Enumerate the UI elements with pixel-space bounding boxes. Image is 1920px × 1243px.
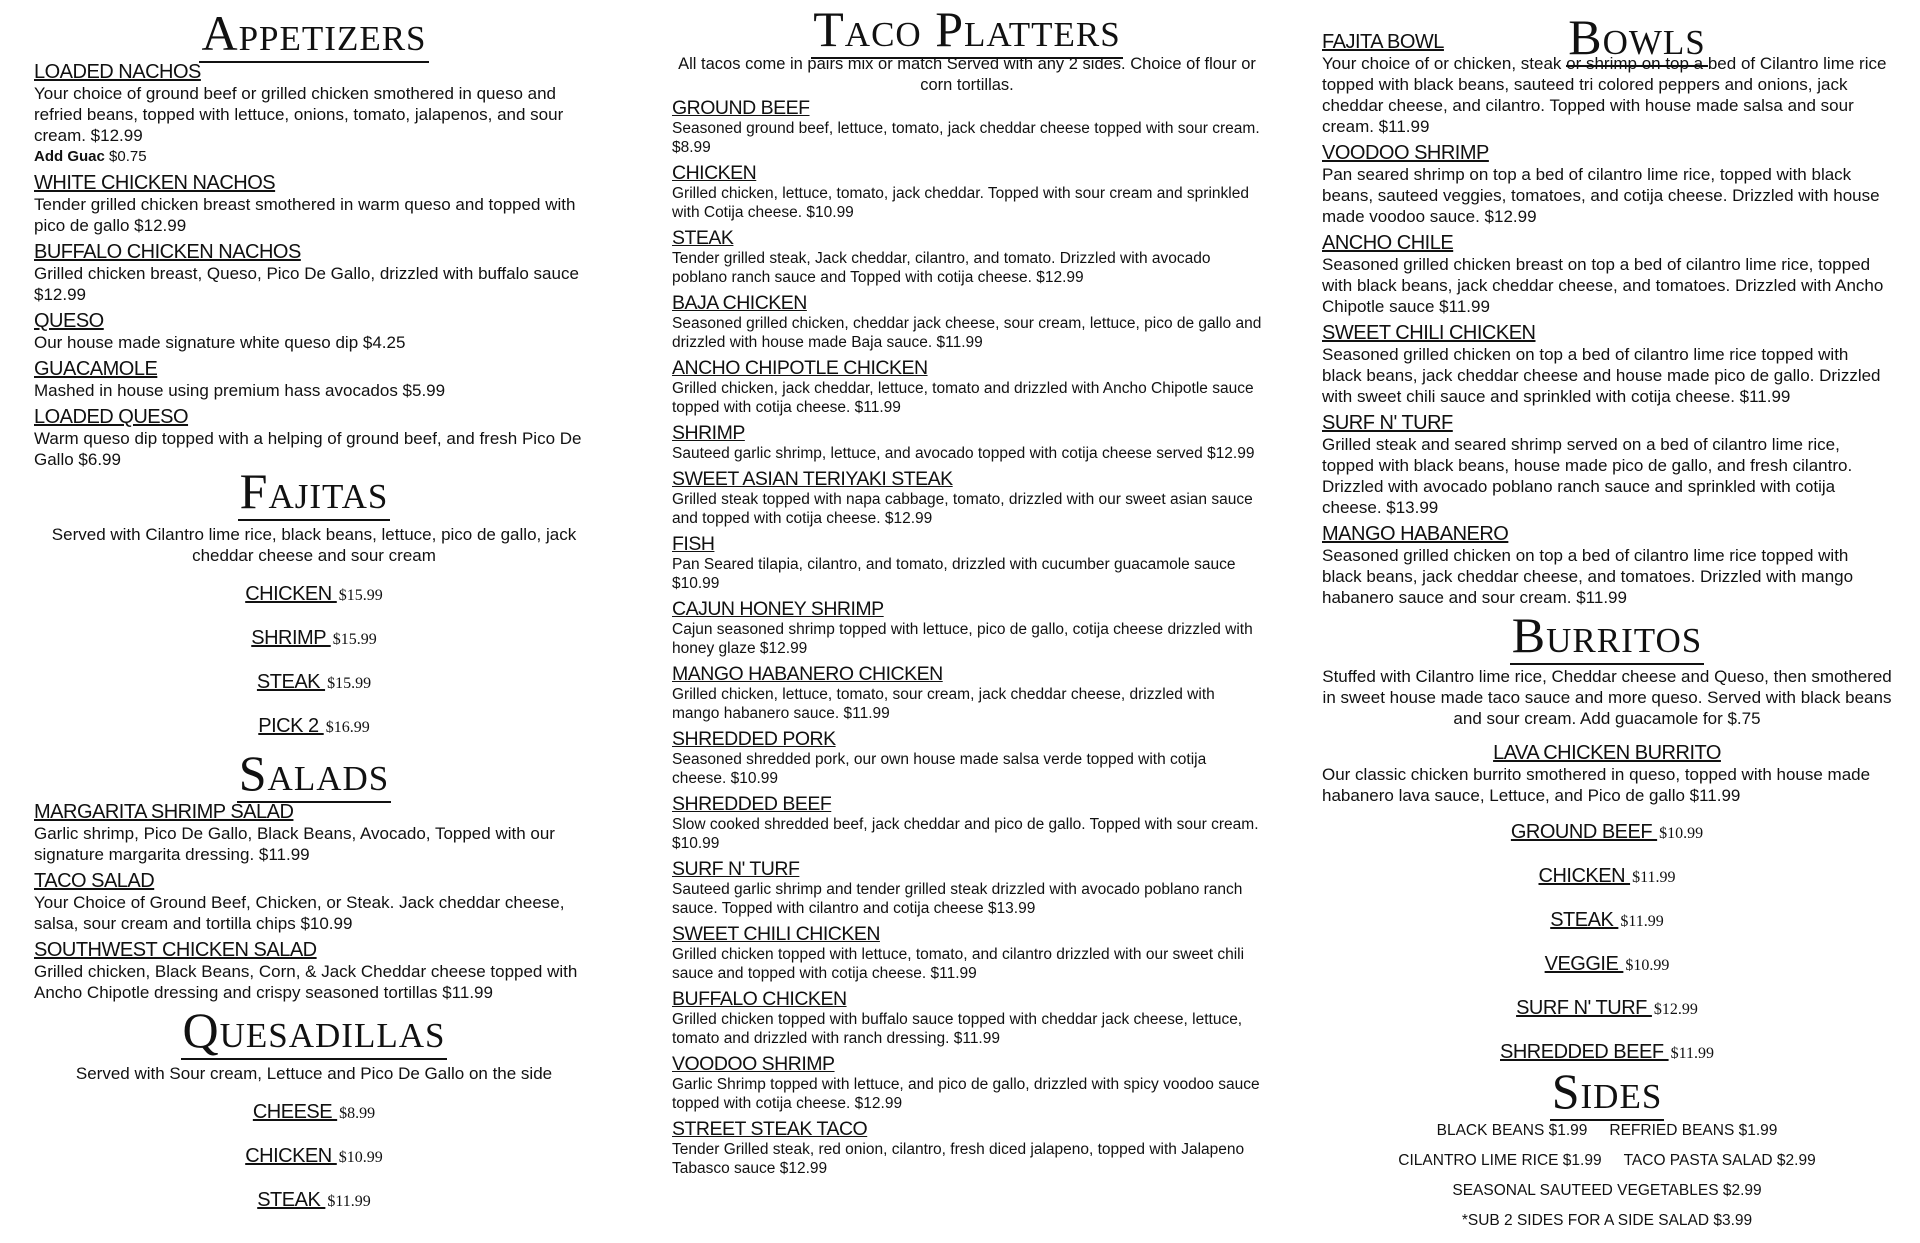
appetizers-list [34, 62, 594, 470]
menu-item [34, 359, 594, 401]
menu-item [672, 358, 1262, 417]
menu-item-name: SURF N' TURF [1322, 412, 1453, 434]
fajitas-list [34, 572, 594, 748]
side-item: SEASONAL SAUTEED VEGETABLES $2.99 [1452, 1182, 1762, 1199]
menu-option-price: $8.99 [339, 1105, 376, 1122]
bowls-title: Bowls [1568, 9, 1706, 65]
burritos-intro: Stuffed with Cilantro lime rice, Cheddar cheese and Queso, then smothered in sweet house made taco sauce and more queso. Served with black beans and sour cream. Add guacamole for $.75 [1322, 667, 1892, 728]
menu-option-name: CHEESE [252, 1101, 338, 1123]
menu-item [1322, 413, 1892, 518]
menu-item-name: SWEET CHILI CHICKEN [672, 923, 880, 945]
menu-item-desc: Seasoned shredded pork, our own house made salsa verde topped with cotija cheese. $10.99 [672, 751, 1207, 787]
salads-list [34, 802, 594, 1003]
menu-item [34, 62, 594, 167]
menu-item-name: BUFFALO CHICKEN NACHOS [34, 241, 301, 263]
menu-item-name: LOADED QUESO [34, 406, 189, 428]
menu-item-name: CAJUN HONEY SHRIMP [672, 598, 884, 620]
menu-option-price: $16.99 [325, 719, 370, 736]
quesadillas-title: Quesadillas [182, 1002, 446, 1058]
menu-item-desc: Grilled chicken, Black Beans, Corn, & Jack Cheddar cheese topped with Ancho Chipotle dressing and crispy seasoned tortillas $11.99 [34, 962, 578, 1002]
menu-item-name: ANCHO CHIPOTLE CHICKEN [672, 357, 928, 379]
menu-item-desc: Your choice of or chicken, steak or shrimp on top a bed of Cilantro lime rice topped with black beans, sauteed tri colored peppers and onions, jack cheddar cheese, and cilantro. Topped with house made salsa and sour cream. $11.99 [1322, 54, 1887, 136]
menu-item-name: SWEET ASIAN TERIYAKI STEAK [672, 468, 953, 490]
menu-item [672, 1119, 1262, 1178]
menu-option-name: SURF N' TURF [1516, 997, 1652, 1019]
menu-option-name: CHICKEN [245, 1145, 337, 1167]
menu-item [672, 293, 1262, 352]
menu-item-desc: Cajun seasoned shrimp topped with lettuce, pico de gallo, cotija cheese drizzled with honey glaze $12.99 [672, 621, 1253, 657]
menu-item-name: CHICKEN [672, 162, 757, 184]
addon-price: $0.75 [109, 148, 147, 165]
fajitas-intro: Served with Cilantro lime rice, black beans, lettuce, pico de gallo, jack cheddar cheese and sour cream [51, 525, 577, 565]
menu-item [1322, 233, 1892, 317]
side-item: TACO PASTA SALAD $2.99 [1623, 1152, 1816, 1169]
side-item: REFRIED BEANS $1.99 [1609, 1122, 1778, 1139]
menu-option [34, 660, 594, 704]
menu-item [34, 242, 594, 305]
menu-option [1322, 854, 1892, 898]
menu-option-price: $10.99 [338, 1149, 383, 1166]
menu-item-desc: Grilled chicken, jack cheddar, lettuce, tomato and drizzled with Ancho Chipotle sauce topped with cotija cheese. $11.99 [672, 380, 1254, 416]
menu-item-name: MANGO HABANERO [1322, 523, 1509, 545]
menu-item [672, 599, 1262, 658]
menu-option-name: CHICKEN [245, 583, 337, 605]
menu-option [34, 1090, 594, 1134]
menu-item [672, 228, 1262, 287]
menu-item-desc: Grilled chicken, lettuce, tomato, sour cream, jack cheddar cheese, drizzled with mango habanero sauce. $11.99 [672, 686, 1215, 722]
menu-item-desc: Grilled steak topped with napa cabbage, tomato, drizzled with our sweet asian sauce and topped with cotija cheese. $12.99 [672, 491, 1253, 527]
menu-option-name: GROUND BEEF [1510, 821, 1658, 843]
menu-item-name: WHITE CHICKEN NACHOS [34, 172, 276, 194]
menu-item-desc: Your Choice of Ground Beef, Chicken, or Steak. Jack cheddar cheese, salsa, sour cream and tortilla chips $10.99 [34, 893, 565, 933]
menu-option [34, 572, 594, 616]
menu-item-addon [34, 146, 594, 167]
menu-option-price: $11.99 [327, 1193, 371, 1210]
bowls-list [1322, 32, 1892, 608]
menu-item [672, 989, 1262, 1048]
menu-item-name: STEAK [672, 227, 734, 249]
menu-option-name: SHREDDED BEEF [1500, 1041, 1669, 1063]
menu-item-desc: Sauteed garlic shrimp and tender grilled steak drizzled with avocado poblano ranch sauce. Topped with cilantro and cotija cheese $13.99 [672, 881, 1243, 917]
menu-item-desc: Slow cooked shredded beef, jack cheddar and pico de gallo. Topped with sour cream. $10.99 [672, 816, 1259, 852]
menu-item-desc: Warm queso dip topped with a helping of ground beef, and fresh Pico De Gallo $6.99 [34, 429, 582, 469]
salads-title: Salads [238, 745, 390, 801]
column-right [1322, 0, 1892, 1236]
taco-platters-list [672, 98, 1262, 1178]
menu-item-name: QUESO [34, 310, 104, 332]
menu-item-desc: Seasoned grilled chicken, cheddar jack cheese, sour cream, lettuce, pico de gallo and drizzled with house made Baja sauce. $11.99 [672, 315, 1262, 351]
menu-option-price: $10.99 [1659, 825, 1704, 842]
taco-platters-intro: All tacos come in pairs mix or match Served with any 2 sides. Choice of flour or corn tortillas. [678, 55, 1256, 94]
menu-option-price: $15.99 [332, 631, 377, 648]
menu-item-name: MANGO HABANERO CHICKEN [672, 663, 943, 685]
menu-item-name: SHRIMP [672, 422, 745, 444]
sides-list [1322, 1116, 1892, 1236]
menu-item-name: BAJA CHICKEN [672, 292, 807, 314]
menu-item-desc: Grilled chicken topped with buffalo sauce topped with cheddar jack cheese, lettuce, tomato and drizzled with ranch dressing. $11.99 [672, 1011, 1243, 1047]
menu-option-price: $15.99 [338, 587, 383, 604]
menu-option [1322, 898, 1892, 942]
menu-option [1322, 942, 1892, 986]
menu-item-name: GUACAMOLE [34, 358, 158, 380]
side-item: BLACK BEANS $1.99 [1436, 1122, 1588, 1139]
taco-platters-title: Taco Platters [813, 1, 1121, 57]
menu-item [1322, 143, 1892, 227]
column-left [34, 0, 594, 1222]
lava-chicken-burrito-desc: Our classic chicken burrito smothered in queso, topped with house made habanero lava sauce, Lettuce, and Pico de gallo $11.99 [1322, 765, 1871, 805]
menu-item-name: SURF N' TURF [672, 858, 800, 880]
burritos-title: Burritos [1511, 607, 1703, 663]
menu-item-name: FAJITA BOWL [1322, 31, 1444, 53]
appetizers-title: Appetizers [201, 5, 427, 61]
menu-item-name: VOODOO SHRIMP [672, 1053, 835, 1075]
sides-row [1322, 1146, 1892, 1176]
menu-item [672, 163, 1262, 222]
side-item: CILANTRO LIME RICE $1.99 [1398, 1152, 1602, 1169]
menu-option-name: STEAK [256, 671, 326, 693]
menu-item [672, 423, 1262, 463]
menu-item-desc: Grilled chicken, lettuce, tomato, jack cheddar. Topped with sour cream and sprinkled with Cotija cheese. $10.99 [672, 185, 1249, 221]
menu-item [672, 794, 1262, 853]
menu-item-name: MARGARITA SHRIMP SALAD [34, 801, 294, 823]
menu-item-name: SWEET CHILI CHICKEN [1322, 322, 1536, 344]
menu-item [672, 664, 1262, 723]
menu-item-desc: Grilled chicken topped with lettuce, tomato, and cilantro drizzled with our sweet chili sauce and topped with cotija cheese. $11.99 [672, 946, 1245, 982]
menu-item-name: LOADED NACHOS [34, 61, 201, 83]
side-item: *SUB 2 SIDES FOR A SIDE SALAD $3.99 [1461, 1212, 1753, 1229]
menu-option-name: STEAK [1550, 909, 1619, 931]
menu-item-desc: Grilled chicken breast, Queso, Pico De Gallo, drizzled with buffalo sauce $12.99 [34, 264, 579, 304]
menu-item-name: STREET STEAK TACO [672, 1118, 868, 1140]
menu-item-desc: Seasoned grilled chicken on top a bed of cilantro lime rice topped with black beans, jack cheddar cheese and house made pico de gallo. Drizzled with sweet chili sauce and sprinkled with cotija cheese. $11.99 [1322, 345, 1881, 406]
menu-option-name: CHICKEN [1538, 865, 1631, 887]
menu-item-desc: Tender grilled chicken breast smothered in warm queso and topped with pico de gallo $12.99 [34, 195, 576, 235]
menu-option-price: $11.99 [1620, 913, 1664, 930]
menu-item [672, 729, 1262, 788]
menu-option [1322, 986, 1892, 1030]
menu-item-desc: Sauteed garlic shrimp, lettuce, and avocado topped with cotija cheese served $12.99 [672, 445, 1255, 462]
menu-item [34, 311, 594, 353]
menu-option [34, 616, 594, 660]
menu-item-desc: Seasoned grilled chicken breast on top a bed of cilantro lime rice, topped with black beans, jack cheddar cheese, and tomatoes. Drizzled with Ancho Chipotle sauce $11.99 [1322, 255, 1884, 316]
menu-item-desc: Tender Grilled steak, red onion, cilantro, fresh diced jalapeno, topped with Jalapeno Tabasco sauce $12.99 [672, 1141, 1245, 1177]
menu-item-name: SOUTHWEST CHICKEN SALAD [34, 939, 317, 961]
menu-item [672, 534, 1262, 593]
menu-item [34, 173, 594, 236]
menu-item [672, 1054, 1262, 1113]
menu-option [34, 1178, 594, 1222]
menu-item-desc: Garlic shrimp, Pico De Gallo, Black Beans, Avocado, Topped with our signature margarita dressing. $11.99 [34, 824, 555, 864]
menu-option-name: STEAK [257, 1189, 326, 1211]
menu-item-name: VOODOO SHRIMP [1322, 142, 1489, 164]
burritos-list [1322, 810, 1892, 1074]
menu-item-desc: Garlic Shrimp topped with lettuce, and pico de gallo, drizzled with spicy voodoo sauce topped with cotija cheese. $12.99 [672, 1076, 1260, 1112]
menu-item-desc: Seasoned grilled chicken on top a bed of cilantro lime rice topped with black beans, jack cheddar cheese, and tomatoes. Drizzled with mango habanero sauce and sour cream. $11.99 [1322, 546, 1854, 607]
menu-option-price: $10.99 [1625, 957, 1670, 974]
menu-option-price: $11.99 [1670, 1045, 1714, 1062]
menu-option-price: $11.99 [1632, 869, 1676, 886]
lava-chicken-burrito-name: LAVA CHICKEN BURRITO [1493, 742, 1721, 764]
addon-label: Add Guac [34, 148, 105, 165]
menu-item-desc: Your choice of ground beef or grilled chicken smothered in queso and refried beans, topped with lettuce, onions, tomato, jalapenos, and sour cream. $12.99 [34, 84, 564, 145]
menu-option-name: PICK 2 [258, 715, 324, 737]
menu-item-desc: Our house made signature white queso dip $4.25 [34, 333, 406, 352]
fajitas-title: Fajitas [239, 463, 389, 519]
sides-title: Sides [1551, 1063, 1663, 1119]
menu-item [672, 859, 1262, 918]
menu-item [34, 802, 594, 865]
menu-item-name: ANCHO CHILE [1322, 232, 1454, 254]
menu-option [34, 1134, 594, 1178]
sides-row [1322, 1116, 1892, 1146]
menu-item [34, 940, 594, 1003]
menu-item-name: BUFFALO CHICKEN [672, 988, 847, 1010]
menu-item-desc: Grilled steak and seared shrimp served on a bed of cilantro lime rice, topped with black beans, house made pico de gallo, and fresh cilantro. Drizzled with avocado poblano ranch sauce and sprinkled with cotija cheese. $13.99 [1322, 435, 1853, 517]
menu-option-price: $12.99 [1653, 1001, 1698, 1018]
menu-item-name: GROUND BEEF [672, 97, 810, 119]
menu-item [1322, 323, 1892, 407]
menu-option-name: SHRIMP [251, 627, 331, 649]
sides-row [1322, 1176, 1892, 1206]
quesadillas-list [34, 1090, 594, 1222]
menu-item-name: SHREDDED PORK [672, 728, 836, 750]
column-middle [672, 0, 1262, 1184]
menu-option-name: VEGGIE [1544, 953, 1624, 975]
menu-item-desc: Pan Seared tilapia, cilantro, and tomato, drizzled with cucumber guacamole sauce $10.99 [672, 556, 1236, 592]
menu-option [34, 704, 594, 748]
menu-option-price: $15.99 [327, 675, 372, 692]
menu-item-name: FISH [672, 533, 715, 555]
quesadillas-intro: Served with Sour cream, Lettuce and Pico De Gallo on the side [75, 1064, 553, 1083]
menu-item-desc: Seasoned ground beef, lettuce, tomato, jack cheddar cheese topped with sour cream. $8.99 [672, 120, 1260, 156]
menu-option [1322, 810, 1892, 854]
menu-item-name: SHREDDED BEEF [672, 793, 832, 815]
menu-item [34, 407, 594, 470]
menu-item [672, 924, 1262, 983]
menu-item [1322, 524, 1892, 608]
menu-item [672, 98, 1262, 157]
menu-item-desc: Pan seared shrimp on top a bed of cilantro lime rice, topped with black beans, sauteed veggies, tomatoes, and cotija cheese. Drizzled with house made voodoo sauce. $12.99 [1322, 165, 1880, 226]
menu-item [672, 469, 1262, 528]
menu-item-name: TACO SALAD [34, 870, 155, 892]
menu-item-desc: Mashed in house using premium hass avocados $5.99 [34, 381, 446, 400]
menu-item [34, 871, 594, 934]
menu-item-desc: Tender grilled steak, Jack cheddar, cilantro, and tomato. Drizzled with avocado poblano ranch sauce and Topped with cotija cheese. $12.99 [672, 250, 1211, 286]
sides-row [1322, 1206, 1892, 1236]
